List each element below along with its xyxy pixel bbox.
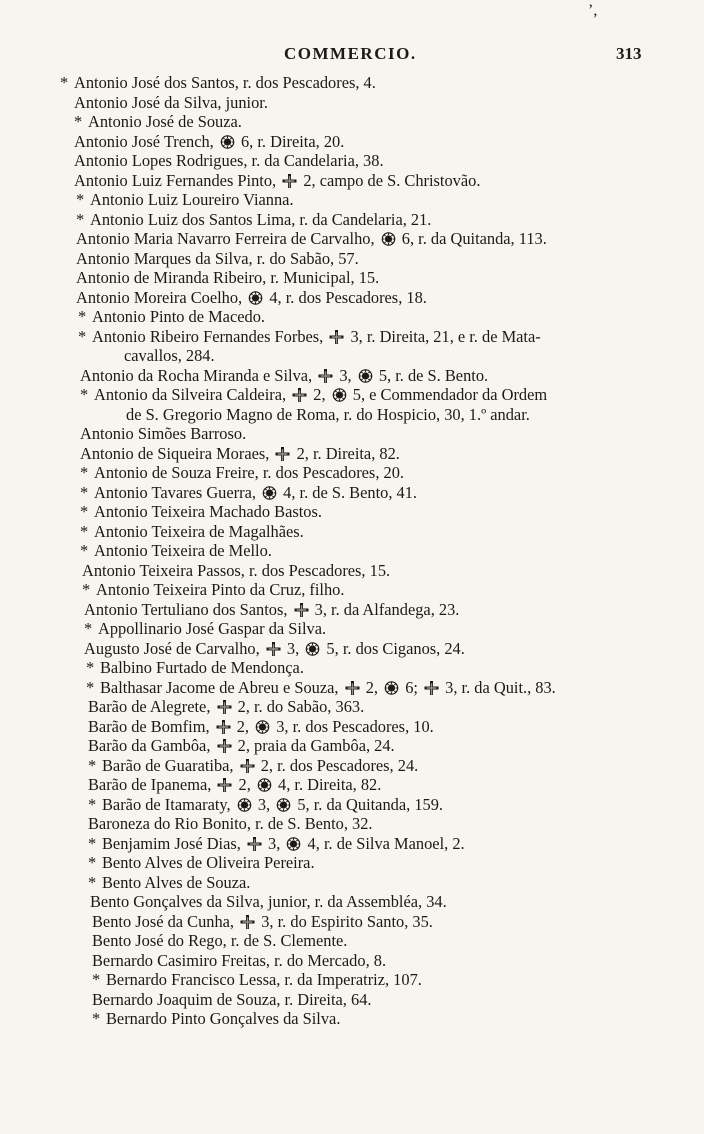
entry-text: Bento Gonçalves da Silva, junior, r. da Assembléa, 34. (90, 892, 447, 911)
entry-line (0, 912, 704, 932)
entry-text: Antonio Luiz Loureiro Vianna. (90, 190, 294, 209)
entry-text: Antonio Teixeira Pinto da Cruz, filho. (96, 580, 345, 599)
entry-line (0, 678, 704, 698)
order-cross-icon (217, 739, 232, 753)
entry-text: Bernardo Casimiro Freitas, r. do Mercado, 8. (92, 950, 387, 970)
entry-text: Antonio Luiz dos Santos Lima, r. da Candelaria, 21. (90, 209, 432, 229)
entry-text: Barão da Gambôa, (88, 736, 215, 755)
entry-text: 3, r. Direita, 21, e r. de Mata- (346, 326, 541, 346)
entry-text: Antonio de Miranda Ribeiro, r. Municipal, 15. (76, 268, 380, 287)
entry-text: Appollinario José Gaspar da Silva. (98, 619, 327, 638)
entry-text: Antonio Ribeiro Fernandes Forbes, (92, 326, 328, 346)
order-cross-icon (216, 720, 231, 734)
asterisk-mark: * (60, 73, 69, 92)
entry-text: Barão de Ipanema, (88, 775, 216, 794)
entry-text: Bento José da Cunha, (92, 911, 239, 931)
entry-line (0, 1009, 704, 1029)
entry-text: de S. Gregorio Magno de Roma, r. do Hospicio, 30, 1.º andar. (126, 404, 530, 424)
order-rose-icon (248, 291, 263, 305)
order-cross-icon (292, 388, 307, 402)
asterisk-mark: * (86, 677, 95, 697)
entry-line (0, 970, 704, 990)
corner-mark: ʼ, (588, 2, 598, 19)
entry-line (0, 190, 704, 210)
entry-text: 2, (234, 775, 255, 794)
entry-line (0, 288, 704, 308)
entry-text: Bento Alves de Oliveira Pereira. (102, 853, 315, 872)
entry-text: Barão de Alegrete, (88, 697, 215, 716)
entry-text: 4, r. de Silva Manoel, 2. (303, 833, 465, 853)
order-cross-icon (217, 700, 232, 714)
entry-text: 4, r. de S. Bento, 41. (279, 482, 417, 502)
entry-line (0, 463, 704, 483)
entry-line (0, 424, 704, 444)
order-cross-icon (294, 603, 309, 617)
entry-text: Antonio Luiz Fernandes Pinto, (74, 170, 281, 190)
entry-text: Bernardo Joaquim de Souza, r. Direita, 64. (92, 989, 372, 1009)
entry-line (0, 385, 704, 405)
entry-line (0, 600, 704, 620)
entry-text: 5, e Commendador da Ordem (348, 385, 548, 404)
entry-text: Antonio Lopes Rodrigues, r. da Candelaria, 38. (74, 151, 384, 170)
entry-line (0, 268, 704, 288)
asterisk-mark: * (88, 794, 97, 814)
entry-text: 6; (401, 677, 423, 697)
entry-line (0, 229, 704, 249)
entry-line (0, 697, 704, 717)
entry-list (0, 73, 704, 1029)
running-head (0, 44, 704, 68)
entry-text: Balbino Furtado de Mendonça. (100, 658, 304, 677)
entry-text: 3, r. dos Pescadores, 10. (272, 716, 434, 736)
entry-line (0, 853, 704, 873)
entry-line (0, 931, 704, 951)
entry-line (0, 327, 704, 347)
entry-text: 3, (263, 833, 285, 853)
entry-line (0, 658, 704, 678)
entry-text: Antonio Tertuliano dos Santos, (84, 599, 292, 619)
entry-text: Antonio José de Souza. (88, 112, 242, 131)
entry-text: Antonio de Siqueira Moraes, (80, 443, 274, 463)
entry-text: 3, r. da Alfandega, 23. (310, 599, 460, 619)
entry-line (0, 561, 704, 581)
order-rose-icon (305, 642, 320, 656)
order-rose-icon (220, 135, 235, 149)
entry-text: Antonio Moreira Coelho, (76, 287, 247, 307)
entry-text: cavallos, 284. (124, 346, 215, 365)
entry-text: Bernardo Pinto Gonçalves da Silva. (106, 1009, 341, 1028)
entry-line (0, 951, 704, 971)
entry-text: Antonio de Souza Freire, r. dos Pescadores, 20. (94, 463, 404, 482)
entry-text: 2, campo de S. Christovão. (299, 170, 481, 190)
entry-text: Antonio Tavares Guerra, (94, 482, 261, 502)
order-rose-icon (332, 388, 347, 402)
order-cross-icon (318, 369, 333, 383)
entry-line (0, 366, 704, 386)
entry-text: 3, r. da Quit., 83. (441, 677, 556, 697)
asterisk-mark: * (82, 580, 91, 599)
entry-text: Antonio Simões Barroso. (80, 424, 247, 443)
entry-line (0, 775, 704, 795)
entry-text: 6, r. Direita, 20. (236, 131, 345, 151)
entry-continuation (0, 405, 704, 425)
entry-line (0, 892, 704, 912)
entry-text: 2, r. do Sabão, 363. (233, 697, 365, 716)
entry-text: Augusto José de Carvalho, (84, 638, 264, 658)
entry-text: Antonio Teixeira de Mello. (94, 541, 272, 560)
entry-line (0, 990, 704, 1010)
entry-text: 2, r. dos Pescadores, 24. (256, 755, 419, 775)
asterisk-mark: * (76, 190, 85, 209)
entry-text: 4, r. dos Pescadores, 18. (265, 287, 427, 307)
order-rose-icon (255, 720, 270, 734)
entry-text: 2, praia da Gambôa, 24. (233, 736, 395, 755)
entry-text: 3, (253, 794, 275, 814)
asterisk-mark: * (88, 853, 97, 872)
entry-text: 5, r. dos Ciganos, 24. (322, 638, 465, 658)
page-number: 313 (616, 44, 642, 63)
entry-text: Antonio Pinto de Macedo. (92, 307, 265, 326)
entry-line (0, 639, 704, 659)
order-rose-icon (276, 798, 291, 812)
entry-line (0, 444, 704, 464)
entry-line (0, 873, 704, 893)
entry-text: Antonio da Silveira Caldeira, (94, 385, 291, 404)
asterisk-mark: * (88, 872, 97, 892)
order-rose-icon (381, 232, 396, 246)
entry-text: 3, (335, 365, 356, 385)
entry-line (0, 249, 704, 269)
entry-line (0, 483, 704, 503)
entry-text: Antonio José da Silva, junior. (74, 92, 268, 112)
asterisk-mark: * (88, 833, 97, 853)
entry-text: 3, (282, 638, 304, 658)
asterisk-mark: * (80, 385, 89, 404)
entry-line (0, 151, 704, 171)
entry-line (0, 93, 704, 113)
entry-text: Barão de Itamaraty, (102, 794, 235, 814)
entry-line (0, 210, 704, 230)
entry-line (0, 112, 704, 132)
order-cross-icon (424, 681, 439, 695)
asterisk-mark: * (92, 970, 101, 989)
entry-text: 2, (361, 677, 383, 697)
asterisk-mark: * (78, 326, 87, 346)
entry-line (0, 814, 704, 834)
entry-text: Antonio Maria Navarro Ferreira de Carvalho, (76, 229, 379, 248)
entry-text: Antonio Teixeira Passos, r. dos Pescadores, 15. (82, 560, 391, 580)
entry-text: Antonio Teixeira Machado Bastos. (94, 502, 322, 521)
entry-text: Antonio Teixeira de Magalhães. (94, 521, 304, 541)
entry-line (0, 522, 704, 542)
asterisk-mark: * (92, 1009, 101, 1028)
entry-text: 5, r. da Quitanda, 159. (293, 794, 443, 814)
asterisk-mark: * (80, 521, 89, 541)
order-cross-icon (266, 642, 281, 656)
entry-text: Antonio José Trench, (74, 131, 218, 151)
entry-line (0, 73, 704, 93)
entry-line (0, 132, 704, 152)
page-title: COMMERCIO. (284, 44, 417, 63)
order-cross-icon (240, 915, 255, 929)
asterisk-mark: * (76, 209, 85, 229)
entry-text: 2, r. Direita, 82. (292, 443, 400, 463)
asterisk-mark: * (80, 482, 89, 502)
order-rose-icon (384, 681, 399, 695)
entry-text: 3, r. do Espirito Santo, 35. (257, 911, 433, 931)
entry-line (0, 736, 704, 756)
asterisk-mark: * (86, 658, 95, 677)
entry-text: Bento Alves de Souza. (102, 872, 251, 892)
entry-text: Bento José do Rego, r. de S. Clemente. (92, 931, 348, 950)
entry-text: Antonio da Rocha Miranda e Silva, (80, 365, 317, 385)
order-rose-icon (237, 798, 252, 812)
order-cross-icon (345, 681, 360, 695)
order-cross-icon (329, 330, 344, 344)
asterisk-mark: * (80, 541, 89, 560)
asterisk-mark: * (80, 502, 89, 521)
asterisk-mark: * (80, 463, 89, 482)
entry-text: Antonio Marques da Silva, r. do Sabão, 57. (76, 248, 359, 268)
entry-text: Barão de Guaratiba, (102, 755, 238, 775)
order-cross-icon (217, 778, 232, 792)
asterisk-mark: * (84, 619, 93, 638)
entry-line (0, 171, 704, 191)
entry-text: Baroneza do Rio Bonito, r. de S. Bento, 32. (88, 814, 373, 833)
entry-line (0, 580, 704, 600)
order-rose-icon (262, 486, 277, 500)
entry-text: Balthasar Jacome de Abreu e Souza, (100, 677, 343, 697)
asterisk-mark: * (78, 307, 87, 326)
entry-text: 5, r. de S. Bento. (374, 365, 489, 385)
entry-line (0, 541, 704, 561)
order-cross-icon (240, 759, 255, 773)
order-rose-icon (257, 778, 272, 792)
entry-text: Barão de Bomfim, (88, 716, 214, 736)
entry-text: 2, (309, 385, 330, 404)
entry-line (0, 795, 704, 815)
order-cross-icon (282, 174, 297, 188)
entry-line (0, 307, 704, 327)
entry-text: 6, r. da Quitanda, 113. (397, 229, 547, 248)
order-rose-icon (358, 369, 373, 383)
entry-text: Antonio José dos Santos, r. dos Pescadores, 4. (74, 73, 376, 92)
entry-text: 4, r. Direita, 82. (273, 775, 382, 794)
asterisk-mark: * (88, 755, 97, 775)
entry-text: 2, (232, 716, 254, 736)
entry-line (0, 834, 704, 854)
order-cross-icon (247, 837, 262, 851)
order-rose-icon (286, 837, 301, 851)
asterisk-mark: * (74, 112, 83, 131)
entry-line (0, 502, 704, 522)
entry-text: Benjamim José Dias, (102, 833, 245, 853)
entry-line (0, 717, 704, 737)
entry-line (0, 619, 704, 639)
entry-continuation (0, 346, 704, 366)
order-cross-icon (275, 447, 290, 461)
entry-line (0, 756, 704, 776)
entry-text: Bernardo Francisco Lessa, r. da Imperatriz, 107. (106, 970, 422, 989)
